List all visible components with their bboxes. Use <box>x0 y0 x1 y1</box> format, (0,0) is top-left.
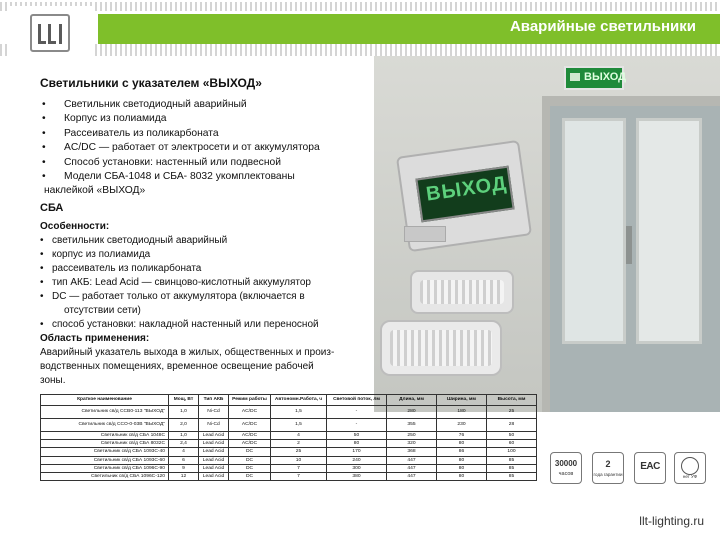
application-text: зоны. <box>40 375 66 386</box>
table-cell: 86 <box>437 448 487 456</box>
list-item: • DC — работает только от аккумулятора (включается в <box>40 290 372 304</box>
specs-table <box>40 394 537 481</box>
table-cell: 1,0 <box>169 406 199 419</box>
table-cell: 2,4 <box>169 440 199 448</box>
table-cell: 50 <box>327 432 387 440</box>
table-cell: AC/DC <box>229 406 271 419</box>
table-cell: Светильник св/д ССВ0-113 "ВЫХОД" <box>41 406 169 419</box>
list-item: • Корпус из полиамида <box>40 112 330 126</box>
lamp-mount <box>404 226 446 242</box>
table-cell: Lead Acid <box>199 473 229 481</box>
application-text: водственных помещениях, временное освещение рабочей <box>40 361 314 372</box>
application-heading: Область применения: <box>40 333 150 344</box>
table-cell: Светильник св/д СБА 1093С-40 <box>41 448 169 456</box>
footer-site: llt-lighting.ru <box>639 514 704 528</box>
table-cell: 80 <box>437 473 487 481</box>
table-cell: 7 <box>271 473 327 481</box>
table-cell: 2,0 <box>169 419 199 432</box>
top-decor-stripe <box>0 2 720 11</box>
table-row <box>41 419 537 432</box>
list-item: • светильник светодиодный аварийный <box>40 234 372 248</box>
product-photo <box>374 56 720 412</box>
lamp-text: ВЫХОД <box>424 172 509 206</box>
column-header: Световой поток, лм <box>327 395 387 406</box>
column-header: Краткое наименование <box>41 395 169 406</box>
table-cell: 320 <box>387 440 437 448</box>
table-cell: 447 <box>387 456 437 464</box>
table-cell: 180 <box>437 406 487 419</box>
table-cell: 380 <box>327 473 387 481</box>
table-cell: 355 <box>387 419 437 432</box>
table-cell: 28 <box>487 419 537 432</box>
cba-title: СБА <box>40 202 64 214</box>
table-cell: 7 <box>271 464 327 472</box>
door-glass <box>636 118 702 344</box>
table-cell: 447 <box>387 464 437 472</box>
table-cell: 447 <box>387 473 437 481</box>
list-item: • Модели СБА-1048 и СБА- 8032 укомплектованы <box>40 170 330 184</box>
certification-badges <box>546 452 720 492</box>
table-cell: 9 <box>169 464 199 472</box>
table-cell: - <box>327 419 387 432</box>
table-cell: 85 <box>487 464 537 472</box>
page-title: Аварийные светильники <box>509 18 696 35</box>
table-cell: Lead Acid <box>199 448 229 456</box>
table-cell: DC <box>229 464 271 472</box>
list-item: • Рассеиватель из поликарбоната <box>40 127 330 141</box>
no-uv-icon: нет УФ <box>674 452 706 484</box>
table-cell: 2 <box>271 440 327 448</box>
table-cell: AC/DC <box>229 432 271 440</box>
table-cell: - <box>327 406 387 419</box>
table-cell: 60 <box>487 440 537 448</box>
table-row <box>41 464 537 472</box>
list-item-continuation: отсутствии сети) <box>64 305 141 316</box>
table-row <box>41 473 537 481</box>
cba-features <box>40 220 372 388</box>
table-row <box>41 432 537 440</box>
table-cell: 1,5 <box>271 419 327 432</box>
table-cell: Ni-Cd <box>199 406 229 419</box>
table-header-row <box>41 395 537 406</box>
table-row <box>41 406 537 419</box>
table-cell: 50 <box>487 432 537 440</box>
llt-logo-icon <box>30 14 70 52</box>
list-item: • способ установки: накладной настенный или переносной <box>40 318 372 332</box>
column-header: Длина, мм <box>387 395 437 406</box>
table-cell: Светильник св/д ССО-0-03В "ВЫХОД" <box>41 419 169 432</box>
table-cell: 25 <box>271 448 327 456</box>
exit-sign <box>564 66 627 90</box>
warranty-badge-icon: 2 года гарантии <box>592 452 624 484</box>
table-cell: 1,5 <box>271 406 327 419</box>
table-cell: Lead Acid <box>199 464 229 472</box>
table-cell: 76 <box>437 432 487 440</box>
header-decor-stripe <box>0 44 720 56</box>
table-cell: Светильник св/д СБА 8032С <box>41 440 169 448</box>
table-cell: 300 <box>327 464 387 472</box>
table-cell: 4 <box>271 432 327 440</box>
table-cell: 80 <box>437 440 487 448</box>
table-cell: 25 <box>487 406 537 419</box>
eac-mark-icon: EAC <box>634 452 666 484</box>
table-row <box>41 440 537 448</box>
table-cell: AC/DC <box>229 440 271 448</box>
list-item: • Светильник светодиодный аварийный <box>40 98 330 112</box>
table-cell: Светильник св/д СБА 1096С-90 <box>41 464 169 472</box>
table-cell: 80 <box>327 440 387 448</box>
table-cell: 80 <box>437 456 487 464</box>
table-cell: DC <box>229 456 271 464</box>
application-text: Аварийный указатель выхода в жилых, общественных и произ- <box>40 347 335 358</box>
table-cell: 4 <box>169 448 199 456</box>
column-header: Режим работы <box>229 395 271 406</box>
table-cell: 10 <box>271 456 327 464</box>
table-cell: 100 <box>487 448 537 456</box>
table-cell: 80 <box>437 464 487 472</box>
exit-sign-text: ВЫХОД <box>584 71 627 83</box>
list-item-continuation: наклейкой «ВЫХОД» <box>44 185 146 197</box>
door-glass <box>562 118 626 344</box>
table-cell: 280 <box>387 406 437 419</box>
list-item: • рассеиватель из поликарбоната <box>40 262 372 276</box>
table-cell: 230 <box>437 419 487 432</box>
table-cell: 12 <box>169 473 199 481</box>
column-header: Мощ, Вт <box>169 395 199 406</box>
table-cell: Lead Acid <box>199 440 229 448</box>
list-item: • тип АКБ: Lead Acid — свинцово-кислотный аккумулятор <box>40 276 372 290</box>
table-cell: Светильник св/д СБА 1093С-60 <box>41 456 169 464</box>
table-cell: Ni-Cd <box>199 419 229 432</box>
table-cell: Lead Acid <box>199 432 229 440</box>
table-row <box>41 448 537 456</box>
column-header: Высота, мм <box>487 395 537 406</box>
table-cell: AC/DC <box>229 419 271 432</box>
running-man-icon <box>570 73 580 81</box>
list-item: • корпус из полиамида <box>40 248 372 262</box>
hours-badge-icon: 30000 часов <box>550 452 582 484</box>
table-cell: 6 <box>169 456 199 464</box>
emergency-light <box>410 270 514 314</box>
table-cell: 368 <box>387 448 437 456</box>
table-cell: Lead Acid <box>199 456 229 464</box>
table-cell: 240 <box>327 456 387 464</box>
column-header: Ширина, мм <box>437 395 487 406</box>
table-cell: 170 <box>327 448 387 456</box>
table-cell: DC <box>229 473 271 481</box>
list-item: • Способ установки: настенный или подвесной <box>40 156 330 170</box>
table-cell: 85 <box>487 473 537 481</box>
exit-lights-bullets <box>40 98 330 199</box>
table-cell: 1,0 <box>169 432 199 440</box>
section-title: Светильники с указателем «ВЫХОД» <box>40 76 262 90</box>
llt-logo <box>8 6 92 58</box>
table-row <box>41 456 537 464</box>
column-header: Тип АКБ <box>199 395 229 406</box>
features-heading: Особенности: <box>40 221 110 232</box>
list-item: • AC/DC — работает от электросети и от аккумулятора <box>40 141 330 155</box>
column-header: Автономн.Работа, ч <box>271 395 327 406</box>
table-cell: 85 <box>487 456 537 464</box>
table-cell: Светильник св/д СБА 1048С <box>41 432 169 440</box>
emergency-light <box>380 320 502 376</box>
table-cell: DC <box>229 448 271 456</box>
door-handle <box>626 226 632 264</box>
table-cell: Светильник св/д СБА 1096С-120 <box>41 473 169 481</box>
table-cell: 250 <box>387 432 437 440</box>
exit-lamp <box>394 138 542 266</box>
